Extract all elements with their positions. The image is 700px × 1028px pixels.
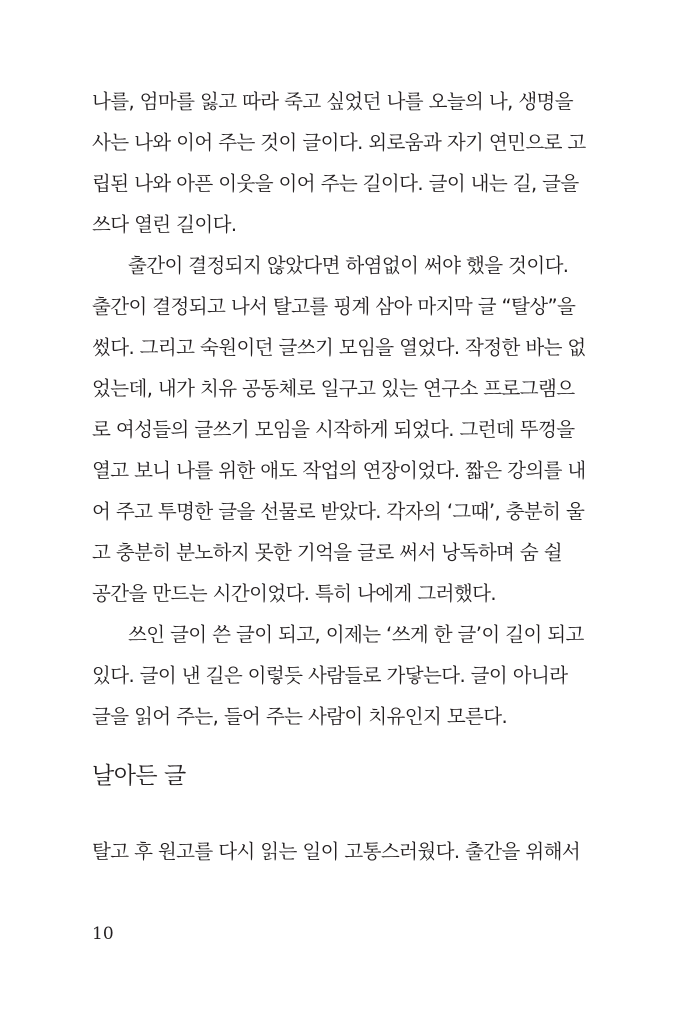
paragraph-2-line-9: 공간을 만드는 시간이었다. 특히 나에게 그러했다. <box>92 582 496 605</box>
paragraph-2-line-5: 로 여성들의 글쓰기 모임을 시작하게 되었다. 그런데 뚜껑을 <box>92 418 575 441</box>
paragraph-2-line-1: 출간이 결정되지 않았다면 하염없이 써야 했을 것이다. <box>128 254 569 277</box>
paragraph-2-line-4: 었는데, 내가 치유 공동체로 일구고 있는 연구소 프로그램으 <box>92 377 575 400</box>
paragraph-1-line-2: 사는 나와 이어 주는 것이 글이다. 외로움과 자기 연민으로 고 <box>92 131 586 154</box>
paragraph-1-line-4: 쓰다 열린 길이다. <box>92 213 237 236</box>
paragraph-2-line-3: 썼다. 그리고 숙원이던 글쓰기 모임을 열었다. 작정한 바는 없 <box>92 336 586 359</box>
paragraph-3-line-3: 글을 읽어 주는, 들어 주는 사람이 치유인지 모른다. <box>92 705 508 728</box>
section-heading: 날아든 글 <box>92 763 186 789</box>
paragraph-2-line-2: 출간이 결정되고 나서 탈고를 핑계 삼아 마지막 글 “탈상”을 <box>92 295 576 318</box>
paragraph-3-line-2: 있다. 글이 낸 길은 이렇듯 사람들로 가닿는다. 글이 아니라 <box>92 664 568 687</box>
paragraph-2-line-8: 고 충분히 분노하지 못한 기억을 글로 써서 낭독하며 숨 쉴 <box>92 541 562 564</box>
section-paragraph-line-1: 탈고 후 원고를 다시 읽는 일이 고통스러웠다. 출간을 위해서 <box>92 840 581 863</box>
paragraph-2-line-6: 열고 보니 나를 위한 애도 작업의 연장이었다. 짧은 강의를 내 <box>92 459 586 482</box>
paragraph-1-line-1: 나를, 엄마를 잃고 따라 죽고 싶었던 나를 오늘의 나, 생명을 <box>92 90 574 113</box>
page-number: 10 <box>92 924 114 944</box>
paragraph-3-line-1: 쓰인 글이 쓴 글이 되고, 이제는 ‘쓰게 한 글’이 길이 되고 <box>128 623 584 646</box>
paragraph-1-line-3: 립된 나와 아픈 이웃을 이어 주는 길이다. 글이 내는 길, 글을 <box>92 172 579 195</box>
paragraph-2-line-7: 어 주고 투명한 글을 선물로 받았다. 각자의 ‘그때’, 충분히 울 <box>92 500 585 523</box>
